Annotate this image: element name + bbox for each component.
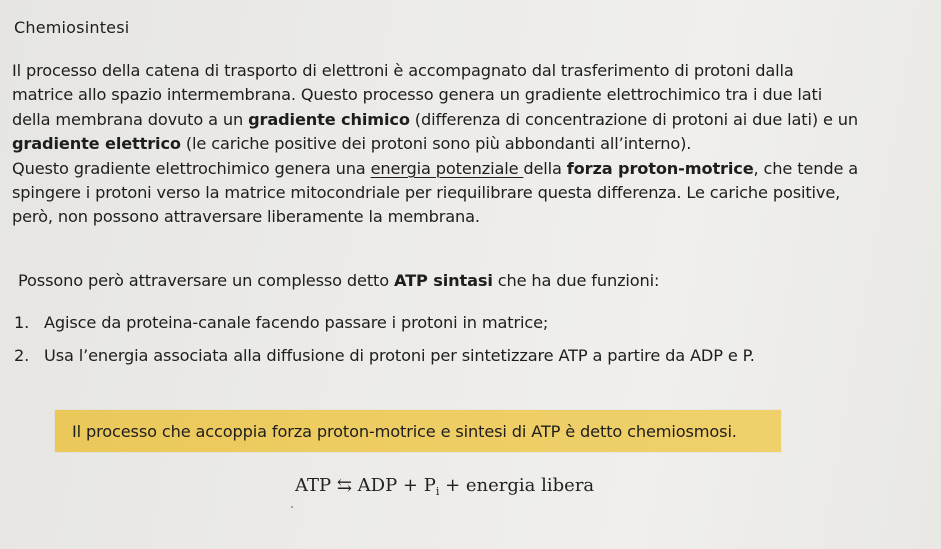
paragraph-line — [12, 157, 932, 181]
paragraph-line: però, non possono attraversare liberamente la membrana. — [12, 207, 480, 227]
highlight-text: Il processo che accoppia forza proton-motrice e sintesi di ATP è detto chemiosmosi. — [72, 422, 737, 441]
paragraph-line: Il processo della catena di trasporto di elettroni è accompagnato dal trasferimento di protoni dalla — [12, 61, 794, 80]
text-run: , che tende a — [753, 158, 859, 178]
text-run: (le cariche positive dei protoni sono più abbondanti all’interno). — [180, 134, 692, 154]
list-text: Agisce da proteina-canale facendo passare i protoni in matrice; — [44, 313, 549, 332]
equation-subscript: i — [435, 485, 440, 498]
text-run: Questo gradiente elettrochimico genera una — [12, 158, 371, 178]
paragraph-atp-synthase — [18, 271, 659, 290]
text-run: della — [523, 158, 567, 178]
bold-term-atp-sintasi: ATP sintasi — [394, 271, 493, 290]
highlight-box — [55, 410, 781, 452]
equation-right: + energia libera — [439, 475, 595, 496]
text-run: della membrana dovuto a un — [12, 109, 249, 129]
equation — [295, 475, 594, 498]
functions-list — [14, 313, 755, 379]
text-run: (differenza di concentrazione di protoni ai due lati) e un — [409, 109, 859, 129]
list-text: Usa l’energia associata alla diffusione di protoni per sintetizzare ATP a partire da ADP e P. — [44, 346, 755, 365]
underlined-term-energia-potenziale: energia potenziale — [370, 158, 524, 178]
paragraph-line: spingere i protoni verso la matrice mitocondriale per riequilibrare questa differenza. Le cariche positive, — [12, 183, 841, 203]
text-run: che ha due funzioni: — [492, 271, 660, 290]
section-title: Chemiosintesi — [14, 18, 130, 37]
bold-term-forza-proton-motrice: forza proton-motrice — [566, 158, 754, 178]
paragraph-line — [12, 108, 932, 132]
stray-dot — [291, 506, 293, 508]
equation-left: ATP ⇆ ADP + P — [295, 475, 436, 496]
list-item — [14, 346, 755, 379]
bold-term-gradiente-chimico: gradiente chimico — [248, 109, 410, 129]
bold-term-gradiente-elettrico: gradiente elettrico — [12, 134, 181, 154]
list-item — [14, 313, 755, 346]
list-number: 2. — [14, 346, 30, 365]
list-number: 1. — [14, 313, 30, 332]
paragraph-line — [12, 132, 932, 156]
paragraph-electron-transport — [12, 59, 932, 230]
paragraph-line: matrice allo spazio intermembrana. Questo processo genera un gradiente elettrochimico tra i due lati — [12, 85, 823, 105]
text-run: Possono però attraversare un complesso detto — [18, 271, 395, 290]
